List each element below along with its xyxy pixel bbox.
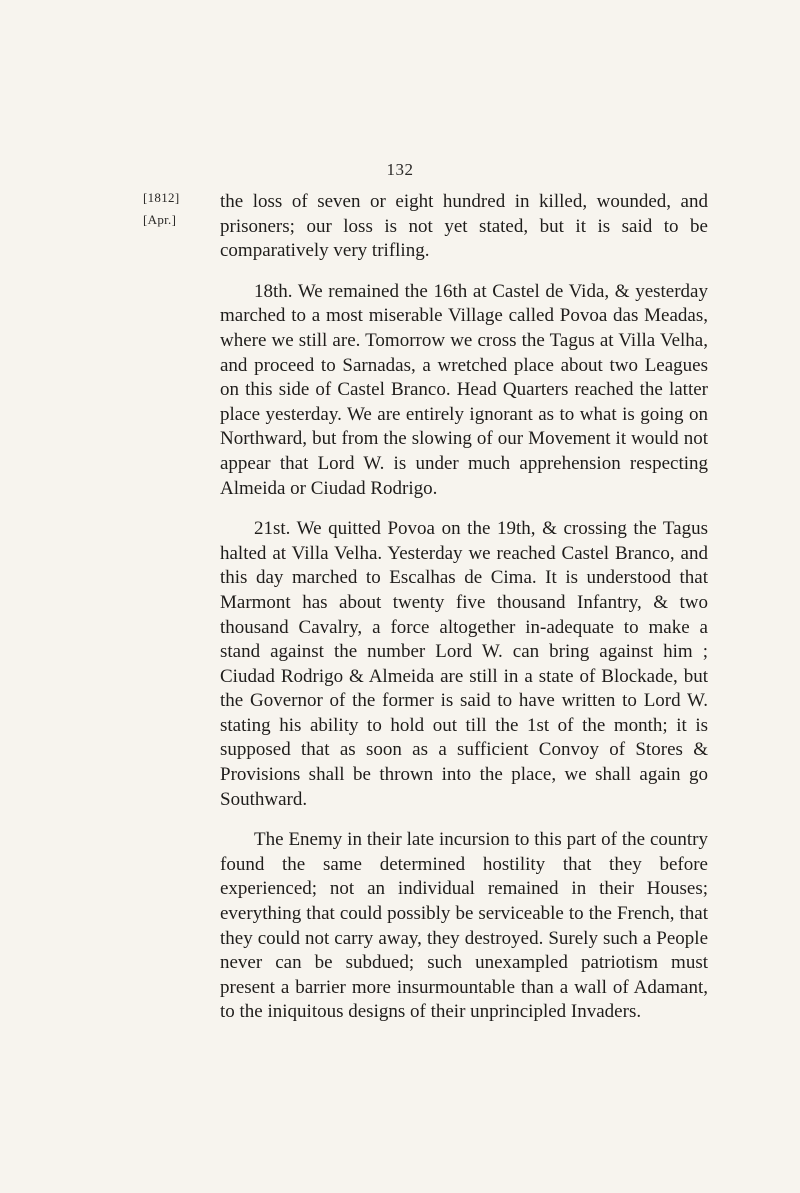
body-text <box>220 190 708 1041</box>
margin-date-note <box>143 187 179 231</box>
paragraph-18th-entry: 18th. We remained the 16th at Castel de Vida, & yesterday marched to a most miserable Village called Povoa das Meadas, where we still are. Tomorrow we cross the Tagus at Villa Velha, and proceed to Sarnadas, a wretched place about two Leagues on this side of Castel Branco. Head Quarters reached the latter place yesterday. We are entirely ignorant as to what is going on Northward, but from the slowing of our Movement it would not appear that Lord W. is under much apprehension respecting Almeida or Ciudad Rodrigo. <box>220 280 708 499</box>
page-number: 132 <box>386 160 414 179</box>
paragraph-continuation: the loss of seven or eight hundred in killed, wounded, and prisoners; our loss is not yet stated, but it is said to be comparatively very trifling. <box>220 191 708 262</box>
paragraph-enemy-incursion: The Enemy in their late incursion to this part of the country found the same determined hostility that they before experienced; not an individual remained in their Houses; everything that could possibly be serviceable to the French, that they could not carry away, they destroyed. Surely such a People never can be subdued; such unexampled patriotism must present a barrier more insurmountable than a wall of Adamant, to the iniquitous designs of their unprincipled Invaders. <box>220 829 708 1023</box>
margin-year: [1812] <box>143 190 180 205</box>
margin-month: [Apr.] <box>143 212 177 227</box>
paragraph-21st-entry: 21st. We quitted Povoa on the 19th, & crossing the Tagus halted at Villa Velha. Yesterday we reached Castel Branco, and this day marched to Escalhas de Cima. It is understood that Marmont has about twenty five thousand Infantry, & two thousand Cavalry, a force altogether in-adequate to make a stand against the number Lord W. can bring against him ; Ciudad Rodrigo & Almeida are still in a state of Blockade, but the Governor of the former is said to have written to Lord W. stating his ability to hold out till the 1st of the month; it is supposed that as soon as a sufficient Convoy of Stores & Provisions shall be thrown into the place, we shall again go Southward. <box>220 518 708 810</box>
